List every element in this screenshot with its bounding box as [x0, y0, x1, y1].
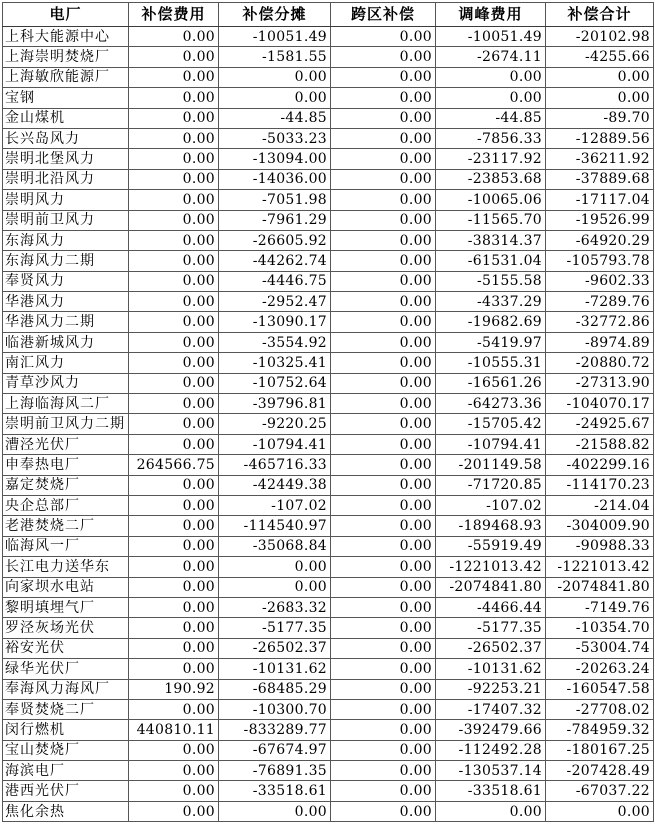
peak-fee-cell: -61531.04: [436, 251, 546, 271]
peak-fee-cell: -5177.35: [436, 618, 546, 638]
compensation-share-cell: 0.00: [219, 577, 331, 597]
compensation-fee-cell: 190.92: [129, 679, 219, 699]
plant-name-cell: 央企总部厂: [3, 495, 129, 515]
compensation-share-cell: -10051.49: [219, 27, 331, 47]
compensation-fee-cell: 0.00: [129, 659, 219, 679]
compensation-share-cell: -10131.62: [219, 659, 331, 679]
total-cell: -7149.76: [546, 597, 654, 617]
compensation-share-cell: -5033.23: [219, 128, 331, 148]
plant-name-cell: 崇明北堡风力: [3, 149, 129, 169]
table-row: [3, 740, 654, 760]
plant-name-cell: 宝钢: [3, 88, 129, 108]
plant-name-cell: 崇明北沿风力: [3, 169, 129, 189]
plant-name-cell: 东海风力二期: [3, 251, 129, 271]
header-row: [3, 3, 654, 27]
table-row: [3, 67, 654, 87]
cross-region-cell: 0.00: [331, 455, 436, 475]
compensation-share-cell: -26502.37: [219, 638, 331, 658]
total-cell: -4255.66: [546, 47, 654, 67]
table-row: [3, 699, 654, 719]
total-cell: -90988.33: [546, 536, 654, 556]
plant-name-cell: 上海敏欣能源厂: [3, 67, 129, 87]
plant-name-cell: 临港新城风力: [3, 332, 129, 352]
total-cell: -214.04: [546, 495, 654, 515]
compensation-fee-cell: 0.00: [129, 128, 219, 148]
plant-name-cell: 申奉热电厂: [3, 455, 129, 475]
compensation-fee-cell: 0.00: [129, 618, 219, 638]
peak-fee-cell: -11565.70: [436, 210, 546, 230]
table-row: [3, 659, 654, 679]
cross-region-cell: 0.00: [331, 740, 436, 760]
plant-name-cell: 向家坝水电站: [3, 577, 129, 597]
compensation-fee-cell: 0.00: [129, 597, 219, 617]
cross-region-cell: 0.00: [331, 761, 436, 781]
peak-fee-cell: -38314.37: [436, 230, 546, 250]
total-cell: -10354.70: [546, 618, 654, 638]
compensation-share-cell: -2952.47: [219, 292, 331, 312]
table-row: [3, 47, 654, 67]
peak-fee-cell: -10051.49: [436, 27, 546, 47]
compensation-fee-cell: 0.00: [129, 292, 219, 312]
compensation-share-cell: -68485.29: [219, 679, 331, 699]
compensation-share-cell: -2683.32: [219, 597, 331, 617]
peak-fee-cell: -4337.29: [436, 292, 546, 312]
table-row: [3, 475, 654, 495]
total-cell: -12889.56: [546, 128, 654, 148]
peak-fee-cell: -33518.61: [436, 781, 546, 801]
compensation-share-cell: 0.00: [219, 88, 331, 108]
table-row: [3, 332, 654, 352]
peak-fee-cell: -1221013.42: [436, 557, 546, 577]
compensation-fee-cell: 0.00: [129, 638, 219, 658]
table-row: [3, 679, 654, 699]
total-cell: -64920.29: [546, 230, 654, 250]
total-cell: -19526.99: [546, 210, 654, 230]
compensation-share-cell: -3554.92: [219, 332, 331, 352]
table-row: [3, 638, 654, 658]
total-cell: -9602.33: [546, 271, 654, 291]
total-cell: -24925.67: [546, 414, 654, 434]
compensation-share-cell: -833289.77: [219, 720, 331, 740]
cross-region-cell: 0.00: [331, 495, 436, 515]
peak-fee-cell: -55919.49: [436, 536, 546, 556]
table-row: [3, 618, 654, 638]
plant-name-cell: 罗泾灰场光伏: [3, 618, 129, 638]
compensation-share-cell: -14036.00: [219, 169, 331, 189]
table-row: [3, 516, 654, 536]
compensation-share-cell: -7051.98: [219, 190, 331, 210]
compensation-share-cell: 0.00: [219, 557, 331, 577]
compensation-fee-cell: 0.00: [129, 516, 219, 536]
total-cell: -1221013.42: [546, 557, 654, 577]
total-cell: -20263.24: [546, 659, 654, 679]
plant-name-cell: 上海临海风二厂: [3, 394, 129, 414]
compensation-fee-cell: 0.00: [129, 577, 219, 597]
compensation-fee-cell: 0.00: [129, 67, 219, 87]
cross-region-cell: 0.00: [331, 414, 436, 434]
peak-fee-cell: 0.00: [436, 801, 546, 821]
peak-fee-cell: 0.00: [436, 67, 546, 87]
peak-fee-cell: -189468.93: [436, 516, 546, 536]
peak-fee-cell: -2074841.80: [436, 577, 546, 597]
cross-region-cell: 0.00: [331, 251, 436, 271]
plant-name-cell: 奉海风力海风厂: [3, 679, 129, 699]
peak-fee-cell: -15705.42: [436, 414, 546, 434]
table-row: [3, 251, 654, 271]
table-row: [3, 27, 654, 47]
table-row: [3, 577, 654, 597]
table-row: [3, 597, 654, 617]
cross-region-cell: 0.00: [331, 67, 436, 87]
compensation-fee-cell: 0.00: [129, 27, 219, 47]
compensation-share-cell: -44.85: [219, 108, 331, 128]
compensation-fee-cell: 440810.11: [129, 720, 219, 740]
compensation-fee-cell: 0.00: [129, 149, 219, 169]
table-row: [3, 128, 654, 148]
compensation-fee-cell: 0.00: [129, 353, 219, 373]
table-row: [3, 394, 654, 414]
plant-name-cell: 临海风一厂: [3, 536, 129, 556]
compensation-fee-cell: 0.00: [129, 373, 219, 393]
plant-name-cell: 崇明风力: [3, 190, 129, 210]
cross-region-cell: 0.00: [331, 597, 436, 617]
total-cell: -180167.25: [546, 740, 654, 760]
compensation-share-cell: -114540.97: [219, 516, 331, 536]
compensation-fee-cell: 0.00: [129, 332, 219, 352]
compensation-fee-cell: 0.00: [129, 47, 219, 67]
cross-region-cell: 0.00: [331, 210, 436, 230]
peak-fee-cell: -44.85: [436, 108, 546, 128]
table-row: [3, 557, 654, 577]
plant-name-cell: 东海风力: [3, 230, 129, 250]
plant-name-cell: 海滨电厂: [3, 761, 129, 781]
compensation-share-cell: -39796.81: [219, 394, 331, 414]
compensation-fee-cell: 0.00: [129, 108, 219, 128]
compensation-share-cell: -67674.97: [219, 740, 331, 760]
cross-region-cell: 0.00: [331, 475, 436, 495]
compensation-share-cell: -10325.41: [219, 353, 331, 373]
plant-name-cell: 上科大能源中心: [3, 27, 129, 47]
table-row: [3, 108, 654, 128]
table-row: [3, 169, 654, 189]
total-cell: -8974.89: [546, 332, 654, 352]
compensation-share-cell: -42449.38: [219, 475, 331, 495]
col-header-peak-fee: 调峰费用: [436, 3, 546, 27]
peak-fee-cell: -26502.37: [436, 638, 546, 658]
cross-region-cell: 0.00: [331, 149, 436, 169]
cross-region-cell: 0.00: [331, 394, 436, 414]
plant-name-cell: 港西光伏厂: [3, 781, 129, 801]
cross-region-cell: 0.00: [331, 516, 436, 536]
compensation-fee-cell: 0.00: [129, 251, 219, 271]
plant-name-cell: 崇明前卫风力: [3, 210, 129, 230]
plant-name-cell: 华港风力: [3, 292, 129, 312]
peak-fee-cell: -392479.66: [436, 720, 546, 740]
table-row: [3, 536, 654, 556]
compensation-fee-cell: 0.00: [129, 394, 219, 414]
compensation-share-cell: -1581.55: [219, 47, 331, 67]
total-cell: -17117.04: [546, 190, 654, 210]
compensation-table: [2, 2, 654, 822]
peak-fee-cell: -10794.41: [436, 434, 546, 454]
table-row: [3, 373, 654, 393]
compensation-fee-cell: 0.00: [129, 740, 219, 760]
peak-fee-cell: -201149.58: [436, 455, 546, 475]
table-row: [3, 414, 654, 434]
peak-fee-cell: -64273.36: [436, 394, 546, 414]
table-row: [3, 781, 654, 801]
total-cell: -2074841.80: [546, 577, 654, 597]
total-cell: -20880.72: [546, 353, 654, 373]
cross-region-cell: 0.00: [331, 128, 436, 148]
compensation-share-cell: -44262.74: [219, 251, 331, 271]
cross-region-cell: 0.00: [331, 679, 436, 699]
compensation-share-cell: 0.00: [219, 67, 331, 87]
col-header-plant: 电厂: [3, 3, 129, 27]
plant-name-cell: 嘉定焚烧厂: [3, 475, 129, 495]
cross-region-cell: 0.00: [331, 312, 436, 332]
compensation-fee-cell: 0.00: [129, 88, 219, 108]
plant-name-cell: 焦化余热: [3, 801, 129, 821]
total-cell: -32772.86: [546, 312, 654, 332]
table-row: [3, 210, 654, 230]
compensation-share-cell: -7961.29: [219, 210, 331, 230]
compensation-share-cell: -76891.35: [219, 761, 331, 781]
cross-region-cell: 0.00: [331, 577, 436, 597]
total-cell: -53004.74: [546, 638, 654, 658]
total-cell: -402299.16: [546, 455, 654, 475]
compensation-share-cell: -35068.84: [219, 536, 331, 556]
compensation-fee-cell: 0.00: [129, 801, 219, 821]
total-cell: -104070.17: [546, 394, 654, 414]
plant-name-cell: 奉贤风力: [3, 271, 129, 291]
compensation-share-cell: -10794.41: [219, 434, 331, 454]
peak-fee-cell: -17407.32: [436, 699, 546, 719]
compensation-share-cell: -4446.75: [219, 271, 331, 291]
peak-fee-cell: -4466.44: [436, 597, 546, 617]
col-header-compensation-share: 补偿分摊: [219, 3, 331, 27]
compensation-fee-cell: 0.00: [129, 495, 219, 515]
cross-region-cell: 0.00: [331, 47, 436, 67]
col-header-total: 补偿合计: [546, 3, 654, 27]
table-row: [3, 230, 654, 250]
cross-region-cell: 0.00: [331, 659, 436, 679]
total-cell: 0.00: [546, 67, 654, 87]
plant-name-cell: 老港焚烧二厂: [3, 516, 129, 536]
table-row: [3, 292, 654, 312]
table-row: [3, 455, 654, 475]
peak-fee-cell: -10555.31: [436, 353, 546, 373]
total-cell: -114170.23: [546, 475, 654, 495]
total-cell: -89.70: [546, 108, 654, 128]
plant-name-cell: 金山煤机: [3, 108, 129, 128]
plant-name-cell: 崇明前卫风力二期: [3, 414, 129, 434]
compensation-share-cell: -26605.92: [219, 230, 331, 250]
compensation-fee-cell: 0.00: [129, 210, 219, 230]
total-cell: -304009.90: [546, 516, 654, 536]
cross-region-cell: 0.00: [331, 781, 436, 801]
compensation-fee-cell: 0.00: [129, 271, 219, 291]
col-header-cross-region: 跨区补偿: [331, 3, 436, 27]
cross-region-cell: 0.00: [331, 557, 436, 577]
total-cell: 0.00: [546, 801, 654, 821]
cross-region-cell: 0.00: [331, 271, 436, 291]
peak-fee-cell: -2674.11: [436, 47, 546, 67]
cross-region-cell: 0.00: [331, 638, 436, 658]
table-row: [3, 761, 654, 781]
cross-region-cell: 0.00: [331, 618, 436, 638]
total-cell: -27313.90: [546, 373, 654, 393]
plant-name-cell: 漕泾光伏厂: [3, 434, 129, 454]
peak-fee-cell: -71720.85: [436, 475, 546, 495]
compensation-share-cell: -5177.35: [219, 618, 331, 638]
peak-fee-cell: -107.02: [436, 495, 546, 515]
table-row: [3, 312, 654, 332]
cross-region-cell: 0.00: [331, 88, 436, 108]
cross-region-cell: 0.00: [331, 292, 436, 312]
total-cell: -160547.58: [546, 679, 654, 699]
compensation-fee-cell: 0.00: [129, 190, 219, 210]
compensation-share-cell: -107.02: [219, 495, 331, 515]
total-cell: -20102.98: [546, 27, 654, 47]
plant-name-cell: 奉贤焚烧二厂: [3, 699, 129, 719]
plant-name-cell: 绿华光伏厂: [3, 659, 129, 679]
cross-region-cell: 0.00: [331, 190, 436, 210]
total-cell: -27708.02: [546, 699, 654, 719]
table-row: [3, 149, 654, 169]
cross-region-cell: 0.00: [331, 699, 436, 719]
cross-region-cell: 0.00: [331, 108, 436, 128]
plant-name-cell: 南汇风力: [3, 353, 129, 373]
compensation-fee-cell: 0.00: [129, 230, 219, 250]
total-cell: -21588.82: [546, 434, 654, 454]
peak-fee-cell: -10131.62: [436, 659, 546, 679]
plant-name-cell: 黎明填埋气厂: [3, 597, 129, 617]
table-row: [3, 495, 654, 515]
table-row: [3, 271, 654, 291]
col-header-compensation-fee: 补偿费用: [129, 3, 219, 27]
peak-fee-cell: -7856.33: [436, 128, 546, 148]
compensation-share-cell: -9220.25: [219, 414, 331, 434]
compensation-share-cell: -465716.33: [219, 455, 331, 475]
compensation-fee-cell: 0.00: [129, 761, 219, 781]
cross-region-cell: 0.00: [331, 332, 436, 352]
peak-fee-cell: -92253.21: [436, 679, 546, 699]
cross-region-cell: 0.00: [331, 434, 436, 454]
compensation-fee-cell: 0.00: [129, 781, 219, 801]
cross-region-cell: 0.00: [331, 353, 436, 373]
plant-name-cell: 上海崇明焚烧厂: [3, 47, 129, 67]
compensation-fee-cell: 0.00: [129, 475, 219, 495]
cross-region-cell: 0.00: [331, 801, 436, 821]
plant-name-cell: 青草沙风力: [3, 373, 129, 393]
peak-fee-cell: -10065.06: [436, 190, 546, 210]
total-cell: -207428.49: [546, 761, 654, 781]
cross-region-cell: 0.00: [331, 536, 436, 556]
peak-fee-cell: -5419.97: [436, 332, 546, 352]
cross-region-cell: 0.00: [331, 169, 436, 189]
peak-fee-cell: -23853.68: [436, 169, 546, 189]
compensation-fee-cell: 0.00: [129, 557, 219, 577]
compensation-share-cell: 0.00: [219, 801, 331, 821]
plant-name-cell: 裕安光伏: [3, 638, 129, 658]
cross-region-cell: 0.00: [331, 720, 436, 740]
peak-fee-cell: 0.00: [436, 88, 546, 108]
table-row: [3, 801, 654, 821]
compensation-fee-cell: 0.00: [129, 169, 219, 189]
peak-fee-cell: -16561.26: [436, 373, 546, 393]
compensation-fee-cell: 0.00: [129, 699, 219, 719]
table-row: [3, 720, 654, 740]
peak-fee-cell: -23117.92: [436, 149, 546, 169]
peak-fee-cell: -19682.69: [436, 312, 546, 332]
table-row: [3, 434, 654, 454]
compensation-fee-cell: 264566.75: [129, 455, 219, 475]
peak-fee-cell: -130537.14: [436, 761, 546, 781]
peak-fee-cell: -112492.28: [436, 740, 546, 760]
plant-name-cell: 华港风力二期: [3, 312, 129, 332]
table-row: [3, 190, 654, 210]
table-row: [3, 353, 654, 373]
plant-name-cell: 长兴岛风力: [3, 128, 129, 148]
total-cell: -67037.22: [546, 781, 654, 801]
compensation-fee-cell: 0.00: [129, 312, 219, 332]
table-row: [3, 88, 654, 108]
total-cell: -784959.32: [546, 720, 654, 740]
total-cell: 0.00: [546, 88, 654, 108]
cross-region-cell: 0.00: [331, 373, 436, 393]
compensation-fee-cell: 0.00: [129, 414, 219, 434]
plant-name-cell: 长江电力送华东: [3, 557, 129, 577]
compensation-share-cell: -10752.64: [219, 373, 331, 393]
plant-name-cell: 闵行燃机: [3, 720, 129, 740]
compensation-share-cell: -13094.00: [219, 149, 331, 169]
total-cell: -37889.68: [546, 169, 654, 189]
compensation-share-cell: -33518.61: [219, 781, 331, 801]
cross-region-cell: 0.00: [331, 27, 436, 47]
compensation-share-cell: -13090.17: [219, 312, 331, 332]
total-cell: -36211.92: [546, 149, 654, 169]
cross-region-cell: 0.00: [331, 230, 436, 250]
total-cell: -7289.76: [546, 292, 654, 312]
compensation-share-cell: -10300.70: [219, 699, 331, 719]
compensation-fee-cell: 0.00: [129, 434, 219, 454]
compensation-fee-cell: 0.00: [129, 536, 219, 556]
plant-name-cell: 宝山焚烧厂: [3, 740, 129, 760]
total-cell: -105793.78: [546, 251, 654, 271]
peak-fee-cell: -5155.58: [436, 271, 546, 291]
